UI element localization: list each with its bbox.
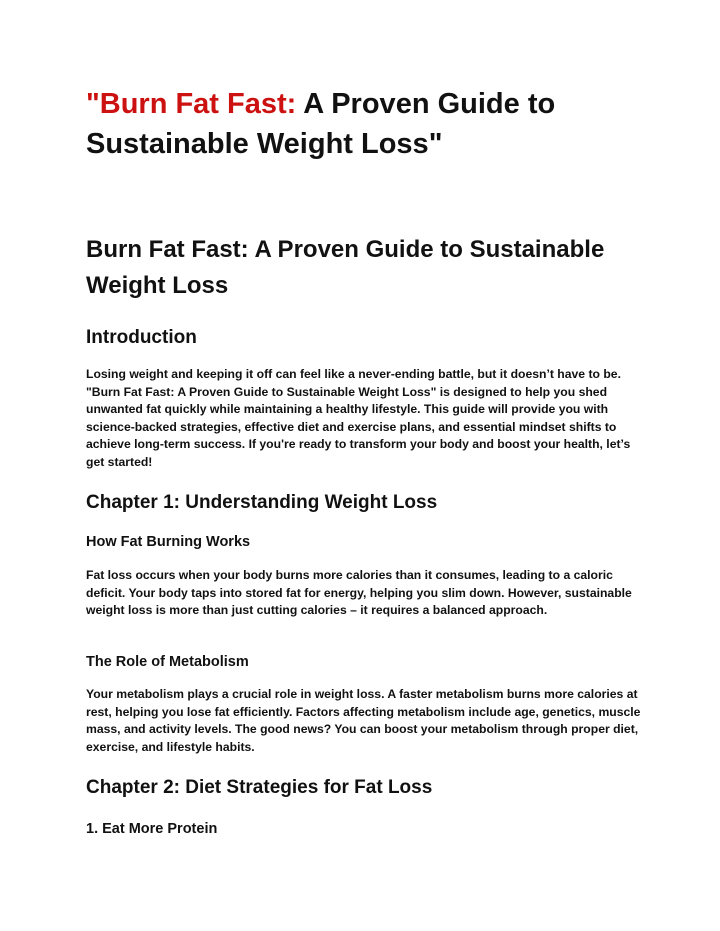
title-rest: A Proven Guide to Sustainable Weight Loss" [86,88,556,160]
role-of-metabolism-heading: The Role of Metabolism [86,654,249,670]
chapter2-heading: Chapter 2: Diet Strategies for Fat Loss [86,777,433,798]
chapter1-heading: Chapter 1: Understanding Weight Loss [86,492,438,513]
introduction-heading: Introduction [86,327,197,348]
main-heading: Burn Fat Fast: A Proven Guide to Sustainable Weight Loss [86,236,605,299]
title-accent: "Burn Fat Fast: [86,88,297,120]
document-title [86,84,646,164]
introduction-paragraph: Losing weight and keeping it off can feel like a never-ending battle, but it doesn’t have to be. "Burn Fat Fast: A Proven Guide to Sustainable Weight Loss" is designed to help you shed unwanted fat quickly while maintaining a healthy lifestyle. This guide will provide you with science-backed strategies, effective diet and exercise plans, and essential mindset shifts to achieve long-term success. If you're ready to transform your body and boost your health, let’s get started! [86,367,631,469]
eat-more-protein-heading: 1. Eat More Protein [86,821,218,837]
role-of-metabolism-paragraph: Your metabolism plays a crucial role in weight loss. A faster metabolism burns more calories at rest, helping you lose fat efficiently. Factors affecting metabolism include age, genetics, muscle mass, and activity levels. The good news? You can boost your metabolism through proper diet, exercise, and lifestyle habits. [86,687,641,754]
how-fat-burning-works-paragraph: Fat loss occurs when your body burns more calories than it consumes, leading to a caloric deficit. Your body taps into stored fat for energy, helping you slim down. However, sustainable weight loss is more than just cutting calories – it requires a balanced approach. [86,568,632,617]
how-fat-burning-works-heading: How Fat Burning Works [86,534,251,550]
